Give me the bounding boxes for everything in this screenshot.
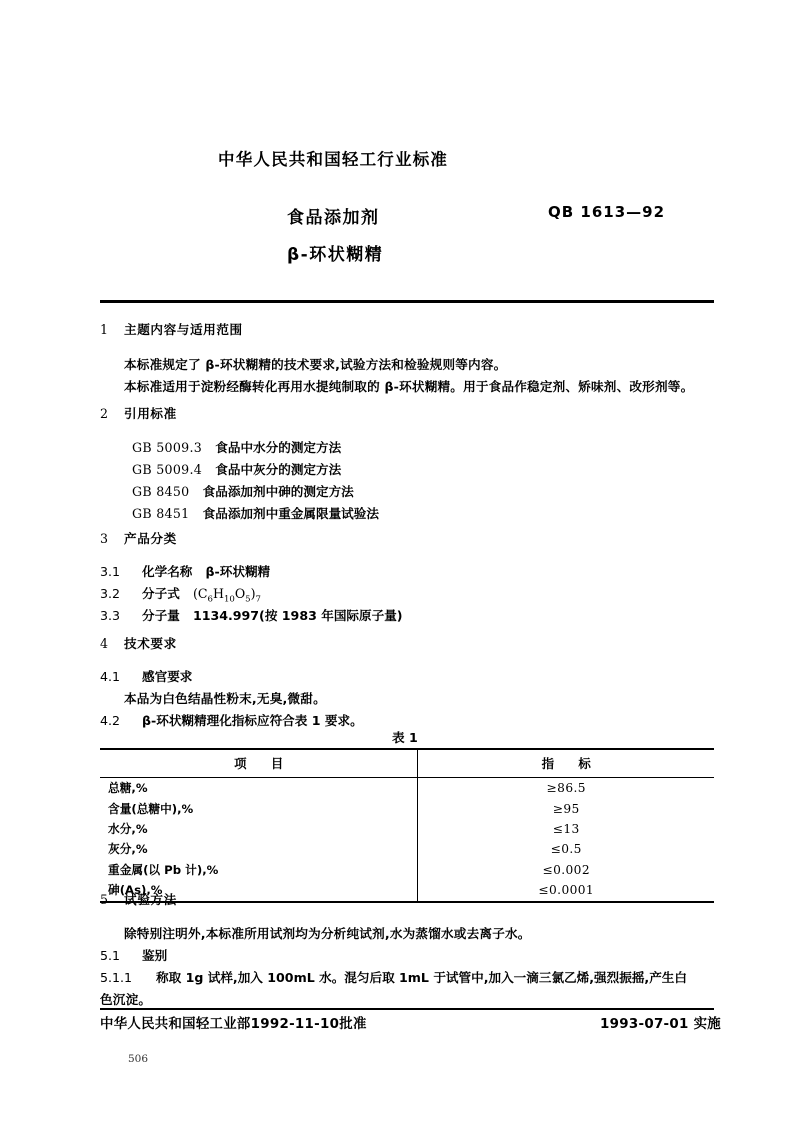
table-column-header-spec: 指 标 xyxy=(418,749,714,778)
standard-subject-line-2: β-环状糊精 xyxy=(287,245,384,265)
table-cell-item: 总糖,% xyxy=(100,778,418,799)
section-number-4: 4 xyxy=(100,636,109,651)
footer-divider-rule xyxy=(100,1008,714,1010)
subsection-label: 5.1 xyxy=(100,948,121,963)
reference-item xyxy=(132,459,341,478)
section-number-2: 2 xyxy=(100,406,109,421)
table-cell-item: 水分,% xyxy=(100,819,418,839)
subsection-4-2 xyxy=(100,710,363,729)
subsection-5-1 xyxy=(100,945,167,964)
subsection-name: 称取 1g 试样,加入 100mL 水。混匀后取 1mL 于试管中,加入一滴三氯乙烯,强烈振摇,产生白 xyxy=(156,970,687,985)
section-1-paragraph-1: 本标准规定了 β-环状糊精的技术要求,试验方法和检验规则等内容。 xyxy=(124,357,507,372)
reference-code: GB 8451 xyxy=(132,506,190,521)
subsection-name: 分子式 xyxy=(142,586,180,601)
subsection-3-3 xyxy=(100,605,403,624)
table-caption: 表 1 xyxy=(392,730,418,745)
subsection-label: 4.1 xyxy=(100,669,121,684)
subsection-name: 分子量 xyxy=(142,608,180,623)
specifications-table xyxy=(100,748,714,903)
section-title-2: 引用标准 xyxy=(124,406,177,421)
table-row xyxy=(100,860,714,880)
subsection-5-1-1-continuation: 色沉淀。 xyxy=(100,992,152,1007)
reference-name: 食品中水分的测定方法 xyxy=(215,440,342,455)
section-heading-3 xyxy=(100,528,177,547)
reference-item xyxy=(132,481,354,500)
subsection-name: 鉴别 xyxy=(142,948,168,963)
table-cell-item: 砷(As),% xyxy=(100,880,418,902)
section-title-5: 试验方法 xyxy=(124,892,177,907)
section-heading-1 xyxy=(100,319,243,338)
reference-item xyxy=(132,437,341,456)
table-column-header-item: 项 目 xyxy=(100,749,418,778)
section-number-3: 3 xyxy=(100,531,109,546)
table-cell-spec: ≤0.0001 xyxy=(418,880,714,902)
table-row xyxy=(100,778,714,799)
table-cell-item: 灰分,% xyxy=(100,839,418,859)
subsection-label: 3.1 xyxy=(100,564,121,579)
table-header-row xyxy=(100,749,714,778)
reference-code: GB 8450 xyxy=(132,484,190,499)
section-title-4: 技术要求 xyxy=(124,636,177,651)
subsection-4-1 xyxy=(100,666,192,685)
reference-code: GB 5009.4 xyxy=(132,462,203,477)
subsection-name: β-环状糊精理化指标应符合表 1 要求。 xyxy=(142,713,363,728)
header-divider-rule xyxy=(100,300,714,303)
table-cell-spec: ≥86.5 xyxy=(546,781,586,796)
section-number-5: 5 xyxy=(100,892,109,907)
page-number: 506 xyxy=(128,1053,149,1065)
table-row xyxy=(100,839,714,859)
subsection-5-1-1 xyxy=(100,967,687,986)
table-cell-spec: ≥95 xyxy=(552,801,580,816)
molecular-formula: $(C_6H_{10}O_5)_7$ xyxy=(192,586,261,605)
subsection-label: 3.2 xyxy=(100,586,121,601)
subsection-value: β-环状糊精 xyxy=(205,564,271,579)
table-cell-item: 重金属(以 Pb 计),% xyxy=(100,860,418,880)
sensory-requirement-text: 本品为白色结晶性粉末,无臭,微甜。 xyxy=(124,691,326,706)
reference-item xyxy=(132,503,379,522)
subsection-name: 感官要求 xyxy=(142,669,193,684)
reference-name: 食品添加剂中砷的测定方法 xyxy=(202,484,354,499)
table-row xyxy=(100,880,714,902)
section-title-1: 主题内容与适用范围 xyxy=(124,322,243,337)
issuing-organization-title: 中华人民共和国轻工行业标准 xyxy=(218,150,449,169)
subsection-label: 4.2 xyxy=(100,713,121,728)
table-cell-spec: ≤0.5 xyxy=(550,842,582,857)
table-row xyxy=(100,819,714,839)
molecular-weight: 1134.997(按 1983 年国际原子量) xyxy=(192,608,403,623)
table-row xyxy=(100,798,714,818)
reference-name: 食品添加剂中重金属限量试验法 xyxy=(202,506,379,521)
implementation-date: 1993-07-01 实施 xyxy=(600,1017,721,1032)
subsection-label: 3.3 xyxy=(100,608,121,623)
section-heading-4 xyxy=(100,633,177,652)
standard-subject-line-1: 食品添加剂 xyxy=(287,208,380,228)
subsection-label: 5.1.1 xyxy=(100,970,133,985)
reference-code: GB 5009.3 xyxy=(132,440,203,455)
reference-name: 食品中灰分的测定方法 xyxy=(215,462,342,477)
section-number-1: 1 xyxy=(100,322,109,337)
section-5-intro: 除特别注明外,本标准所用试剂均为分析纯试剂,水为蒸馏水或去离子水。 xyxy=(124,926,531,941)
section-1-paragraph-2: 本标准适用于淀粉经酶转化再用水提纯制取的 β-环状糊精。用于食品作稳定剂、矫味剂、改形剂等。 xyxy=(124,379,694,394)
table-cell-spec: ≤13 xyxy=(552,821,580,836)
table-cell-item: 含量(总糖中),% xyxy=(100,798,418,818)
section-title-3: 产品分类 xyxy=(124,531,177,546)
approval-statement: 中华人民共和国轻工业部1992-11-10批准 xyxy=(100,1017,367,1032)
table-cell-spec: ≤0.002 xyxy=(542,862,590,877)
standard-number: QB 1613—92 xyxy=(548,203,666,221)
section-heading-5 xyxy=(100,889,177,908)
subsection-name: 化学名称 xyxy=(142,564,193,579)
section-heading-2 xyxy=(100,403,177,422)
subsection-3-1 xyxy=(100,561,270,580)
subsection-3-2 xyxy=(100,583,261,605)
